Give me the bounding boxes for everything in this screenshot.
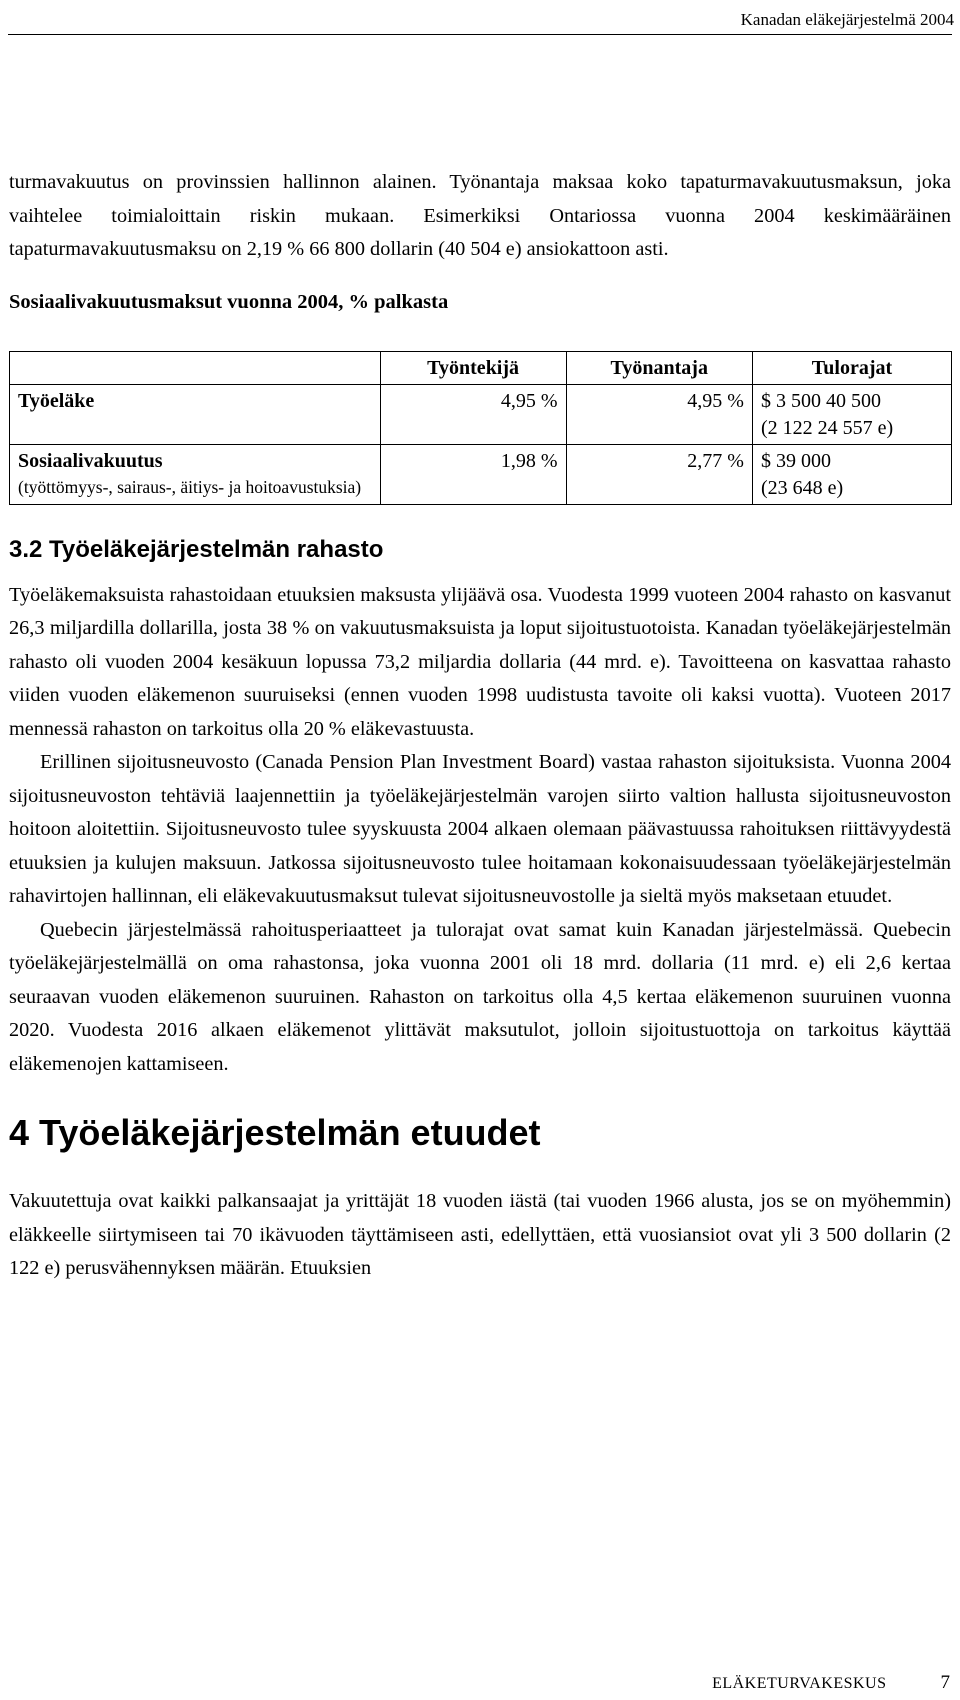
- table-header-limits: Tulorajat: [752, 351, 951, 384]
- header-rule: [8, 34, 952, 35]
- limits-line-2: (2 122 24 557 e): [760, 416, 894, 439]
- footer-organization: ELÄKETURVAKESKUS: [712, 1675, 887, 1692]
- body-paragraph: Työeläkemaksuista rahastoidaan etuuksien maksusta ylijäävä osa. Vuodesta 1999 vuoteen 2004 rahasto on kasvanut 26,3 miljardilla dollarilla, josta 38 % on vakuutusmaksuista ja loput sijoitustuotoista. Kanadan työeläkejärjestelmän rahasto oli vuoden 2004 kesäkuun lopussa 73,2 miljardia dollaria (44 mrd. e). Tavoitteena on kasvattaa rahasto viiden vuoden eläkemenon suuruiseksi (ennen vuoden 1998 uudistusta tavoite oli kaksi vuotta). Vuoteen 2017 mennessä rahaston on tarkoitus olla 20 % eläkevastuusta.: [9, 583, 951, 740]
- body-paragraph: Quebecin järjestelmässä rahoitusperiaatteet ja tulorajat ovat samat kuin Kanadan järjestelmässä. Quebecin työeläkejärjestelmällä on oma rahastonsa, joka vuonna 2001 oli 18 mrd. dollaria (11 mrd. e) eli 2,6 kertaa seuraavan vuoden eläkemenon suuruinen. Rahaston on tarkoitus olla 4,5 kertaa eläkemenon suuruinen vuonna 2020. Vuodesta 2016 alkaen eläkemenot ylittävät maksutulot, jolloin sijoitustuottoja on tarkoitus käyttää eläkemenojen kattamiseen.: [9, 918, 951, 1075]
- page-number: 7: [940, 1672, 950, 1693]
- table-cell-employee: 4,95 %: [380, 384, 566, 444]
- table-header-employer: Työnantaja: [566, 351, 752, 384]
- chapter-heading: 4 Työeläkejärjestelmän etuudet: [9, 1112, 541, 1153]
- section-heading: 3.2 Työeläkejärjestelmän rahasto: [9, 535, 384, 563]
- row-label-sub: (työttömyys-, sairaus-, äitiys- ja hoitoavustuksia): [18, 476, 362, 497]
- row-label-main: Sosiaalivakuutus: [18, 449, 163, 472]
- table-header-row: [10, 351, 952, 384]
- limits-line-1: $ 39 000: [760, 449, 831, 472]
- table-row: [10, 444, 952, 504]
- table-cell-employer: 4,95 %: [566, 384, 752, 444]
- table-title: Sosiaalivakuutusmaksut vuonna 2004, % palkasta: [9, 290, 449, 313]
- table-cell-limits: [752, 444, 951, 504]
- table-header-employee: Työntekijä: [380, 351, 566, 384]
- limits-line-1: $ 3 500 40 500: [760, 389, 881, 412]
- body-paragraph: Erillinen sijoitusneuvosto (Canada Pension Plan Investment Board) vastaa rahaston sijoituksista. Vuonna 2004 sijoitusneuvoston tehtäviä laajennettiin ja työeläkejärjestelmän varojen siirto valtion hallusta sijoitusneuvoston hoitoon aloitettiin. Sijoitusneuvosto tulee syyskuusta 2004 alkaen olemaan päävastuussa rahoituksen riittävyydestä etuuksien ja kulujen maksuun. Jatkossa sijoitusneuvosto tulee hoitamaan kokonaisuudessaan työeläkejärjestelmän rahavirtojen hallinnan, eli eläkevakuutusmaksut tulevat sijoitusneuvostolle ja sieltä myös maksetaan etuudet.: [9, 751, 951, 907]
- table-cell-employer: 2,77 %: [566, 444, 752, 504]
- limits-line-2: (23 648 e): [760, 476, 844, 499]
- table-row-label: [10, 444, 381, 504]
- running-header: Kanadan eläkejärjestelmä 2004: [740, 10, 954, 29]
- table-row: [10, 384, 952, 444]
- page-footer: [712, 1672, 950, 1694]
- body-paragraph: Vakuutettuja ovat kaikki palkansaajat ja yrittäjät 18 vuoden iästä (tai vuoden 1966 alusta, jos se on myöhemmin) eläkkeelle siirtymiseen tai 70 ikävuoden täyttämiseen asti, edellyttäen, että vuosiansiot ovat yli 3 500 dollarin (2 122 e) perusvähennyksen määrän. Etuuksien: [9, 1190, 951, 1279]
- intro-paragraph: turmavakuutus on provinssien hallinnon alainen. Työnantaja maksaa koko tapaturmavakuutusmaksun, joka vaihtelee toimialoittain riskin mukaan. Esimerkiksi Ontariossa vuonna 2004 keskimääräinen tapaturmavakuutusmaksu on 2,19 % 66 800 dollarin (40 504 e) ansiokattoon asti.: [9, 171, 951, 260]
- table-cell-employee: 1,98 %: [380, 444, 566, 504]
- table-row-label: [10, 384, 381, 444]
- table-header-blank: [10, 351, 381, 384]
- page-content: [9, 166, 951, 1286]
- row-label-main: Työeläke: [18, 389, 95, 412]
- contribution-table: [9, 351, 952, 505]
- table-cell-limits: [752, 384, 951, 444]
